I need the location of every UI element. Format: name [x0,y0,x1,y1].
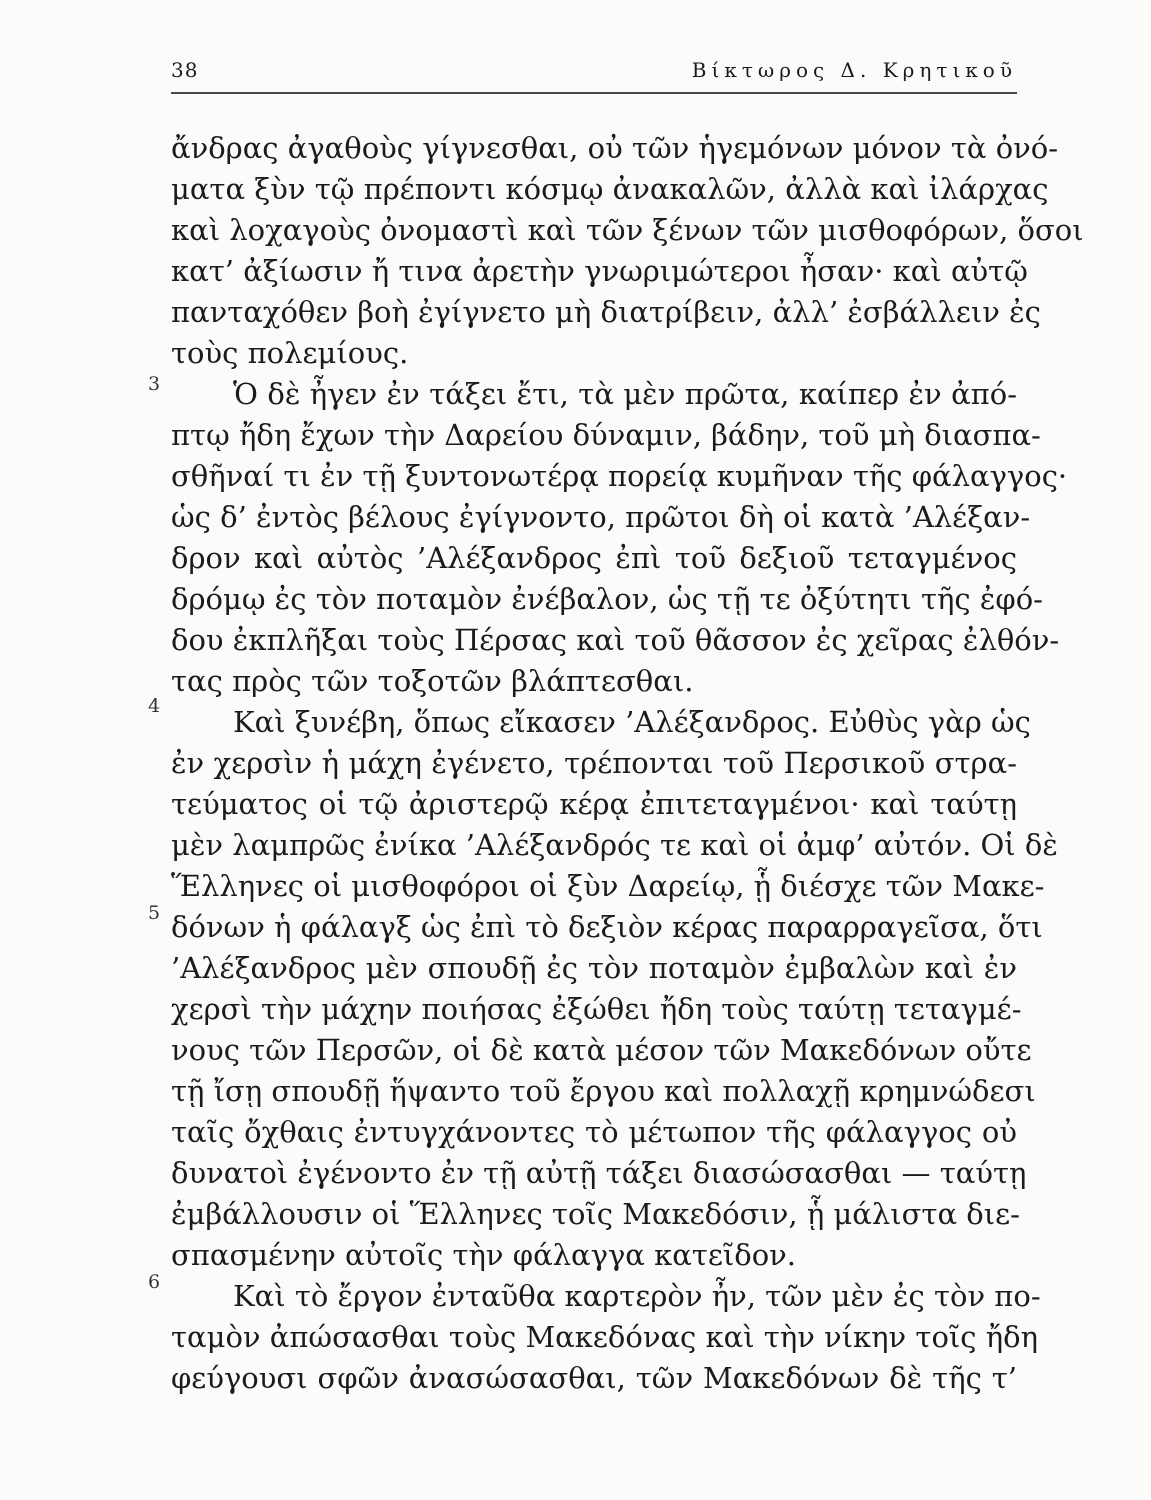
section-number-6: 6 [148,1271,161,1293]
text-line: φεύγουσι σφῶν ἀνασώσασθαι, τῶν Μακεδόνων δὲ τῆς τ’ [171,1361,1017,1395]
header-rule [171,92,1017,94]
section-number-3: 3 [148,373,161,395]
text-line: σπασμένην αὐτοῖς τὴν φάλαγγα κατεῖδον. [171,1238,797,1272]
text-line: δυνατοὶ ἐγένοντο ἐν τῇ αὐτῇ τάξει διασώσασθαι — ταύτῃ [171,1156,1027,1190]
text-line: τεύματος οἱ τῷ ἀριστερῷ κέρᾳ ἐπιτεταγμένοι· καὶ ταύτῃ [171,787,1017,821]
text-line: δόνων ἡ φάλαγξ ὡς ἐπὶ τὸ δεξιὸν κέρας παραρραγεῖσα, ὅτι [171,910,1043,944]
text-line: ἐν χερσὶν ἡ μάχη ἐγένετο, τρέπονται τοῦ Περσικοῦ στρα- [171,746,1017,780]
text-line: ταμὸν ἀπώσασθαι τοὺς Μακεδόνας καὶ τὴν νίκην τοῖς ἤδη [171,1320,1038,1354]
text-line: Καὶ ξυνέβη, ὅπως εἴκασεν ’Αλέξανδρος. Εὐθὺς γὰρ ὡς [233,705,1031,739]
text-line: Καὶ τὸ ἔργον ἐνταῦθα καρτερὸν ἦν, τῶν μὲν ἐς τὸν πο- [233,1279,1041,1313]
text-line: δου ἐκπλῆξαι τοὺς Πέρσας καὶ τοῦ θᾶσσον ἐς χεῖρας ἐλθόν- [171,623,1060,657]
section-number-5: 5 [148,902,161,924]
section-number-4: 4 [148,695,161,717]
text-line: Ὁ δὲ ἦγεν ἐν τάξει ἔτι, τὰ μὲν πρῶτα, καίπερ ἐν ἀπό- [233,377,1017,411]
text-line: ’Αλέξανδρος μὲν σπουδῇ ἐς τὸν ποταμὸν ἐμβαλὼν καὶ ἐν [171,951,1017,985]
text-line: ἄνδρας ἀγαθοὺς γίγνεσθαι, οὐ τῶν ἡγεμόνων μόνον τὰ ὀνό- [171,131,1059,165]
text-line: ταῖς ὄχθαις ἐντυγχάνοντες τὸ μέτωπον τῆς φάλαγγος οὐ [171,1115,1017,1149]
text-line: δρον καὶ αὐτὸς ’Αλέξανδρος ἐπὶ τοῦ δεξιοῦ τεταγμένος [171,541,1017,575]
text-line: πανταχόθεν βοὴ ἐγίγνετο μὴ διατρίβειν, ἀλλ’ ἐσβάλλειν ἐς [171,295,1041,329]
text-line: τῇ ἴσῃ σπουδῇ ἥψαντο τοῦ ἔργου καὶ πολλαχῇ κρημνώδεσι [171,1074,1036,1108]
text-line: νους τῶν Περσῶν, οἱ δὲ κατὰ μέσον τῶν Μακεδόνων οὔτε [171,1033,1032,1067]
running-head-title: Βίκτωρος Δ. Κρητικοῦ [691,58,1017,82]
text-line: Ἕλληνες οἱ μισθοφόροι οἱ ξὺν Δαρείῳ, ᾗ διέσχε τῶν Μακε- [171,869,1045,903]
text-line: χερσὶ τὴν μάχην ποιήσας ἐξώθει ἤδη τοὺς ταύτῃ τεταγμέ- [171,992,1022,1026]
text-line: τοὺς πολεμίους. [171,336,409,370]
text-line: ἐμβάλλουσιν οἱ Ἕλληνες τοῖς Μακεδόσιν, ᾗ μάλιστα διε- [171,1197,1020,1231]
page-number: 38 [171,58,199,82]
text-line: ὡς δ’ ἐντὸς βέλους ἐγίγνοντο, πρῶτοι δὴ οἱ κατὰ ’Αλέξαν- [171,500,1031,534]
text-line: κατ’ ἀξίωσιν ἤ τινα ἀρετὴν γνωριμώτεροι ἦσαν· καὶ αὐτῷ [171,254,1028,288]
text-line: τας πρὸς τῶν τοξοτῶν βλάπτεσθαι. [171,664,694,698]
text-line: σθῆναί τι ἐν τῇ ξυντονωτέρᾳ πορείᾳ κυμῆναν τῆς φάλαγγος· [171,459,1068,493]
text-line: ματα ξὺν τῷ πρέποντι κόσμῳ ἀνακαλῶν, ἀλλὰ καὶ ἰλάρχας [171,172,1049,206]
text-line: πτῳ ἤδη ἔχων τὴν Δαρείου δύναμιν, βάδην, τοῦ μὴ διασπα- [171,418,1041,452]
text-line: δρόμῳ ἐς τὸν ποταμὸν ἐνέβαλον, ὡς τῇ τε ὀξύτητι τῆς ἐφό- [171,582,1043,616]
text-line: μὲν λαμπρῶς ἐνίκα ’Αλέξανδρός τε καὶ οἱ ἀμφ’ αὐτόν. Οἱ δὲ [171,828,1058,862]
running-header [171,52,1017,96]
text-line: καὶ λοχαγοὺς ὀνομαστὶ καὶ τῶν ξένων τῶν μισθοφόρων, ὅσοι [171,213,1084,247]
